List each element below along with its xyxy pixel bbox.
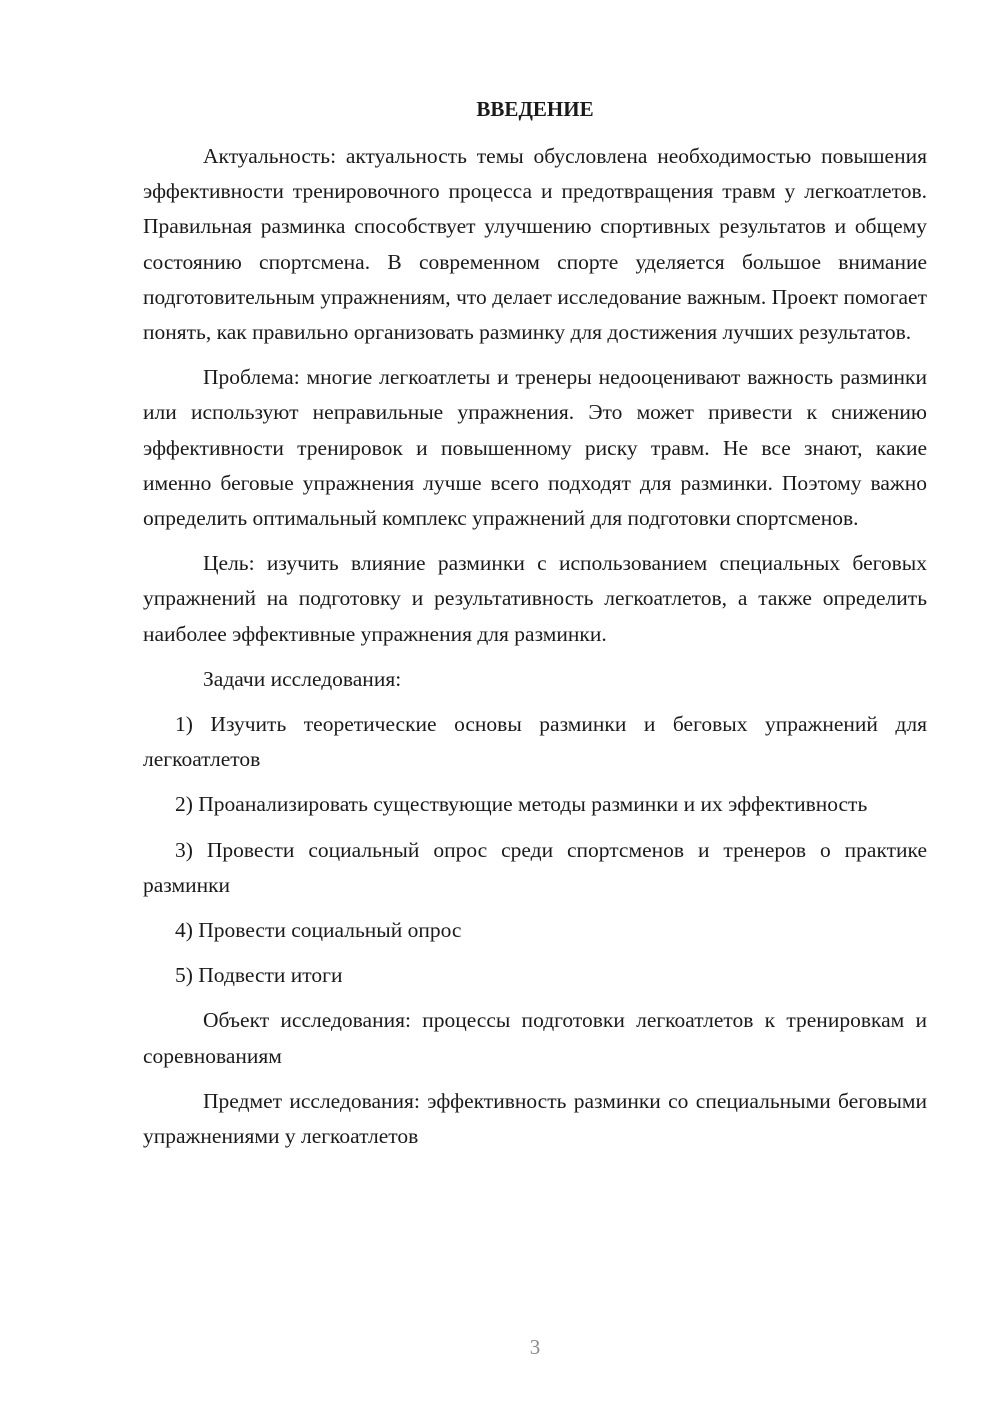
task-item: 2) Проанализировать существующие методы разминки и их эффективность: [175, 792, 868, 817]
relevance-paragraph: Актуальность: актуальность темы обусловлена необходимостью повышения эффективности тренировочного процесса и предотвращения травм у легкоатлетов. Правильная разминка способствует улучшению спортивных результатов и общему состоянию спортсмена. В современном спорте уделяется большое внимание подготовительным упражнениям, что делает исследование важным. Проект помогает понять, как правильно организовать разминку для достижения лучших результатов.: [143, 144, 927, 345]
task-item: 5) Подвести итоги: [175, 963, 343, 988]
task-item: 3) Провести социальный опрос среди спортсменов и тренеров о практике разминки: [143, 837, 927, 897]
goal-paragraph: Цель: изучить влияние разминки с использованием специальных беговых упражнений на подготовку и результативность легкоатлетов, а также определить наиболее эффективные упражнения для разминки.: [143, 551, 927, 646]
object-paragraph: Объект исследования: процессы подготовки легкоатлетов к тренировкам и соревнованиям: [143, 1008, 927, 1068]
problem-paragraph: Проблема: многие легкоатлеты и тренеры недооценивают важность разминки или используют неправильные упражнения. Это может привести к снижению эффективности тренировок и повышенному риску травм. Не все знают, какие именно беговые упражнения лучше всего подходят для разминки. Поэтому важно определить оптимальный комплекс упражнений для подготовки спортсменов.: [143, 365, 927, 531]
page-number: 3: [529, 1335, 541, 1359]
page-title: ВВЕДЕНИЕ: [476, 97, 594, 121]
page-content: [143, 92, 927, 1164]
subject-paragraph: Предмет исследования: эффективность разминки со специальными беговыми упражнениями у легкоатлетов: [143, 1088, 927, 1149]
task-item: 1) Изучить теоретические основы разминки и беговых упражнений для легкоатлетов: [143, 712, 927, 772]
task-item: 4) Провести социальный опрос: [175, 918, 462, 943]
tasks-heading: Задачи исследования:: [203, 666, 402, 691]
